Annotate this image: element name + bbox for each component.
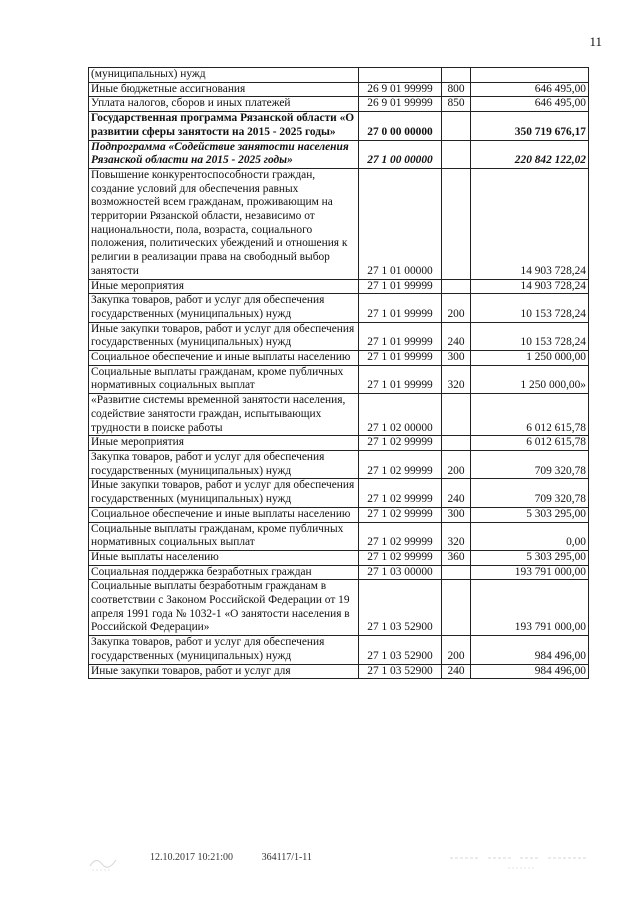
table-row — [89, 351, 589, 366]
row-amount-cell: 10 153 728,24 — [471, 294, 589, 322]
table-row — [89, 479, 589, 507]
row-code-cell: 27 1 01 00000 — [359, 168, 442, 279]
row-name-cell: Социальные выплаты безработным гражданам в соответствии с Законом Российской Федерации от 19 апреля 1991 года № 1032-1 «О занятости населения в Российской Федерации» — [89, 580, 359, 636]
row-amount-cell: 709 320,78 — [471, 479, 589, 507]
row-expense-type-cell — [442, 580, 471, 636]
row-name-cell: Социальная поддержка безработных граждан — [89, 565, 359, 580]
row-amount-cell: 14 903 728,24 — [471, 168, 589, 279]
row-amount-cell: 1 250 000,00» — [471, 365, 589, 393]
faded-stamp-right — [448, 852, 598, 874]
row-code-cell: 27 1 01 99999 — [359, 365, 442, 393]
table-row — [89, 522, 589, 550]
row-amount-cell: 984 496,00 — [471, 636, 589, 664]
table-row — [89, 68, 589, 83]
faded-stamp-left — [86, 852, 120, 874]
row-name-cell: Иные закупки товаров, работ и услуг для обеспечения государственных (муниципальных) нужд — [89, 479, 359, 507]
row-expense-type-cell: 240 — [442, 664, 471, 679]
row-name-cell: Социальные выплаты гражданам, кроме публичных нормативных социальных выплат — [89, 365, 359, 393]
row-expense-type-cell: 240 — [442, 322, 471, 350]
row-amount-cell: 193 791 000,00 — [471, 565, 589, 580]
row-name-cell: Уплата налогов, сборов и иных платежей — [89, 97, 359, 112]
budget-table-body — [89, 68, 589, 679]
row-expense-type-cell: 360 — [442, 550, 471, 565]
table-row — [89, 82, 589, 97]
row-code-cell: 27 1 02 99999 — [359, 507, 442, 522]
row-code-cell: 26 9 01 99999 — [359, 82, 442, 97]
row-expense-type-cell: 300 — [442, 507, 471, 522]
table-row — [89, 436, 589, 451]
row-expense-type-cell — [442, 436, 471, 451]
row-expense-type-cell: 850 — [442, 97, 471, 112]
table-row — [89, 112, 589, 140]
row-code-cell — [359, 68, 442, 83]
row-name-cell: Социальное обеспечение и иные выплаты населению — [89, 351, 359, 366]
row-code-cell: 27 1 03 00000 — [359, 565, 442, 580]
row-amount-cell: 193 791 000,00 — [471, 580, 589, 636]
footer — [150, 852, 338, 863]
table-row — [89, 565, 589, 580]
row-amount-cell — [471, 68, 589, 83]
row-name-cell: Государственная программа Рязанской области «О развитии сферы занятости на 2015 - 2025 годы» — [89, 112, 359, 140]
row-expense-type-cell: 320 — [442, 522, 471, 550]
row-expense-type-cell — [442, 140, 471, 168]
row-name-cell: Социальные выплаты гражданам, кроме публичных нормативных социальных выплат — [89, 522, 359, 550]
row-amount-cell: 5 303 295,00 — [471, 550, 589, 565]
footer-datetime: 12.10.2017 10:21:00 — [150, 852, 234, 863]
row-amount-cell: 1 250 000,00 — [471, 351, 589, 366]
row-code-cell: 27 1 02 99999 — [359, 479, 442, 507]
row-expense-type-cell — [442, 168, 471, 279]
row-amount-cell: 14 903 728,24 — [471, 279, 589, 294]
row-amount-cell: 0,00 — [471, 522, 589, 550]
row-expense-type-cell: 240 — [442, 479, 471, 507]
row-expense-type-cell: 300 — [442, 351, 471, 366]
row-expense-type-cell: 200 — [442, 636, 471, 664]
row-expense-type-cell: 320 — [442, 365, 471, 393]
row-code-cell: 27 1 03 52900 — [359, 636, 442, 664]
row-amount-cell: 646 495,00 — [471, 97, 589, 112]
row-code-cell: 27 1 01 99999 — [359, 279, 442, 294]
row-amount-cell: 646 495,00 — [471, 82, 589, 97]
row-code-cell: 27 1 02 99999 — [359, 522, 442, 550]
table-row — [89, 507, 589, 522]
row-code-cell: 27 1 03 52900 — [359, 580, 442, 636]
table-row — [89, 140, 589, 168]
row-code-cell: 27 1 00 00000 — [359, 140, 442, 168]
row-name-cell: Иные мероприятия — [89, 436, 359, 451]
row-code-cell: 27 1 02 99999 — [359, 450, 442, 478]
row-name-cell: (муниципальных) нужд — [89, 68, 359, 83]
row-name-cell: Закупка товаров, работ и услуг для обеспечения государственных (муниципальных) нужд — [89, 636, 359, 664]
page-number: 11 — [589, 34, 602, 49]
row-amount-cell: 6 012 615,78 — [471, 436, 589, 451]
row-code-cell: 27 1 01 99999 — [359, 294, 442, 322]
row-code-cell: 27 1 02 99999 — [359, 550, 442, 565]
row-name-cell: Закупка товаров, работ и услуг для обеспечения государственных (муниципальных) нужд — [89, 294, 359, 322]
table-row — [89, 550, 589, 565]
row-name-cell: Повышение конкурентоспособности граждан, создание условий для обеспечения равных возможностей всем гражданам, проживающим на территории Рязанской области, независимо от национальности, пола, возраста, социального положения, политических убеждений и отношения к религии в реализации права на свободный выбор занятости — [89, 168, 359, 279]
table-row — [89, 664, 589, 679]
row-expense-type-cell: 200 — [442, 450, 471, 478]
row-amount-cell: 984 496,00 — [471, 664, 589, 679]
table-row — [89, 279, 589, 294]
row-name-cell: Иные закупки товаров, работ и услуг для — [89, 664, 359, 679]
table-row — [89, 580, 589, 636]
footer-document-id: 364117/1-11 — [261, 852, 312, 863]
table-row — [89, 168, 589, 279]
table-row — [89, 97, 589, 112]
row-code-cell: 27 1 02 99999 — [359, 436, 442, 451]
row-expense-type-cell — [442, 68, 471, 83]
row-amount-cell: 220 842 122,02 — [471, 140, 589, 168]
budget-table — [88, 67, 589, 679]
table-row — [89, 294, 589, 322]
row-code-cell: 26 9 01 99999 — [359, 97, 442, 112]
row-amount-cell: 350 719 676,17 — [471, 112, 589, 140]
row-code-cell: 27 1 01 99999 — [359, 322, 442, 350]
table-row — [89, 365, 589, 393]
row-code-cell: 27 1 03 52900 — [359, 664, 442, 679]
row-amount-cell: 709 320,78 — [471, 450, 589, 478]
row-expense-type-cell: 200 — [442, 294, 471, 322]
table-row — [89, 636, 589, 664]
row-code-cell: 27 0 00 00000 — [359, 112, 442, 140]
row-name-cell: Иные закупки товаров, работ и услуг для обеспечения государственных (муниципальных) нужд — [89, 322, 359, 350]
table-row — [89, 450, 589, 478]
row-name-cell: «Развитие системы временной занятости населения, содействие занятости граждан, испытывающих трудности в поиске работы — [89, 394, 359, 436]
row-name-cell: Закупка товаров, работ и услуг для обеспечения государственных (муниципальных) нужд — [89, 450, 359, 478]
row-expense-type-cell — [442, 565, 471, 580]
row-code-cell: 27 1 02 00000 — [359, 394, 442, 436]
row-name-cell: Социальное обеспечение и иные выплаты населению — [89, 507, 359, 522]
row-amount-cell: 6 012 615,78 — [471, 394, 589, 436]
row-expense-type-cell — [442, 279, 471, 294]
row-expense-type-cell — [442, 394, 471, 436]
row-amount-cell: 10 153 728,24 — [471, 322, 589, 350]
table-row — [89, 394, 589, 436]
row-amount-cell: 5 303 295,00 — [471, 507, 589, 522]
row-name-cell: Подпрограмма «Содействие занятости населения Рязанской области на 2015 - 2025 годы» — [89, 140, 359, 168]
row-expense-type-cell — [442, 112, 471, 140]
table-row — [89, 322, 589, 350]
row-name-cell: Иные выплаты населению — [89, 550, 359, 565]
row-name-cell: Иные мероприятия — [89, 279, 359, 294]
row-name-cell: Иные бюджетные ассигнования — [89, 82, 359, 97]
row-expense-type-cell: 800 — [442, 82, 471, 97]
row-code-cell: 27 1 01 99999 — [359, 351, 442, 366]
